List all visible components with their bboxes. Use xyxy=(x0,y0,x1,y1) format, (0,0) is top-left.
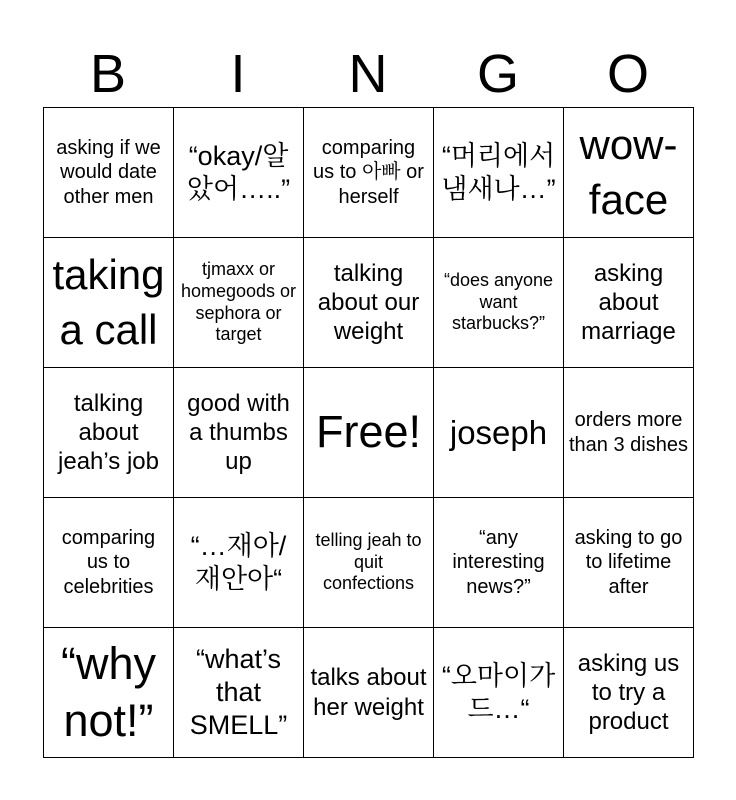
board-row xyxy=(44,238,694,368)
header-letter-o: O xyxy=(606,44,649,104)
board-row xyxy=(44,108,694,238)
bingo-cell[interactable]: asking if we would date other men xyxy=(44,108,174,238)
bingo-cell[interactable]: “does anyone want starbucks?” xyxy=(434,238,564,368)
bingo-cell[interactable]: “…재아/재안아“ xyxy=(174,498,304,628)
bingo-cell[interactable]: “오마이가드…“ xyxy=(434,628,564,758)
bingo-cell[interactable]: orders more than 3 dishes xyxy=(564,368,694,498)
bingo-cell[interactable]: “okay/알았어…..” xyxy=(174,108,304,238)
bingo-cell[interactable]: taking a call xyxy=(44,238,174,368)
bingo-cell[interactable]: good with a thumbs up xyxy=(174,368,304,498)
bingo-cell[interactable]: asking to go to lifetime after xyxy=(564,498,694,628)
bingo-board xyxy=(43,107,694,758)
bingo-cell[interactable]: comparing us to 아빠 or herself xyxy=(304,108,434,238)
bingo-cell[interactable]: joseph xyxy=(434,368,564,498)
bingo-cell[interactable]: wow-face xyxy=(564,108,694,238)
bingo-header xyxy=(43,40,693,108)
bingo-cell[interactable]: talking about our weight xyxy=(304,238,434,368)
bingo-cell[interactable]: “what’s that SMELL” xyxy=(174,628,304,758)
header-letter-b: B xyxy=(89,44,127,104)
bingo-cell[interactable]: asking about marriage xyxy=(564,238,694,368)
header-letter-n: N xyxy=(348,44,388,104)
free-space-cell[interactable]: Free! xyxy=(304,368,434,498)
bingo-cell[interactable]: “any interesting news?” xyxy=(434,498,564,628)
board-row xyxy=(44,498,694,628)
bingo-cell[interactable]: telling jeah to quit confections xyxy=(304,498,434,628)
bingo-cell[interactable]: talks about her weight xyxy=(304,628,434,758)
bingo-cell[interactable]: talking about jeah’s job xyxy=(44,368,174,498)
bingo-cell[interactable]: comparing us to celebrities xyxy=(44,498,174,628)
bingo-cell[interactable]: “머리에서 냄새나…” xyxy=(434,108,564,238)
board-row xyxy=(44,628,694,758)
bingo-cell[interactable]: asking us to try a product xyxy=(564,628,694,758)
header-letter-g: G xyxy=(476,44,519,104)
bingo-cell[interactable]: “why not!” xyxy=(44,628,174,758)
bingo-cell[interactable]: tjmaxx or homegoods or sephora or target xyxy=(174,238,304,368)
header-letter-i: I xyxy=(230,44,246,104)
board-row xyxy=(44,368,694,498)
